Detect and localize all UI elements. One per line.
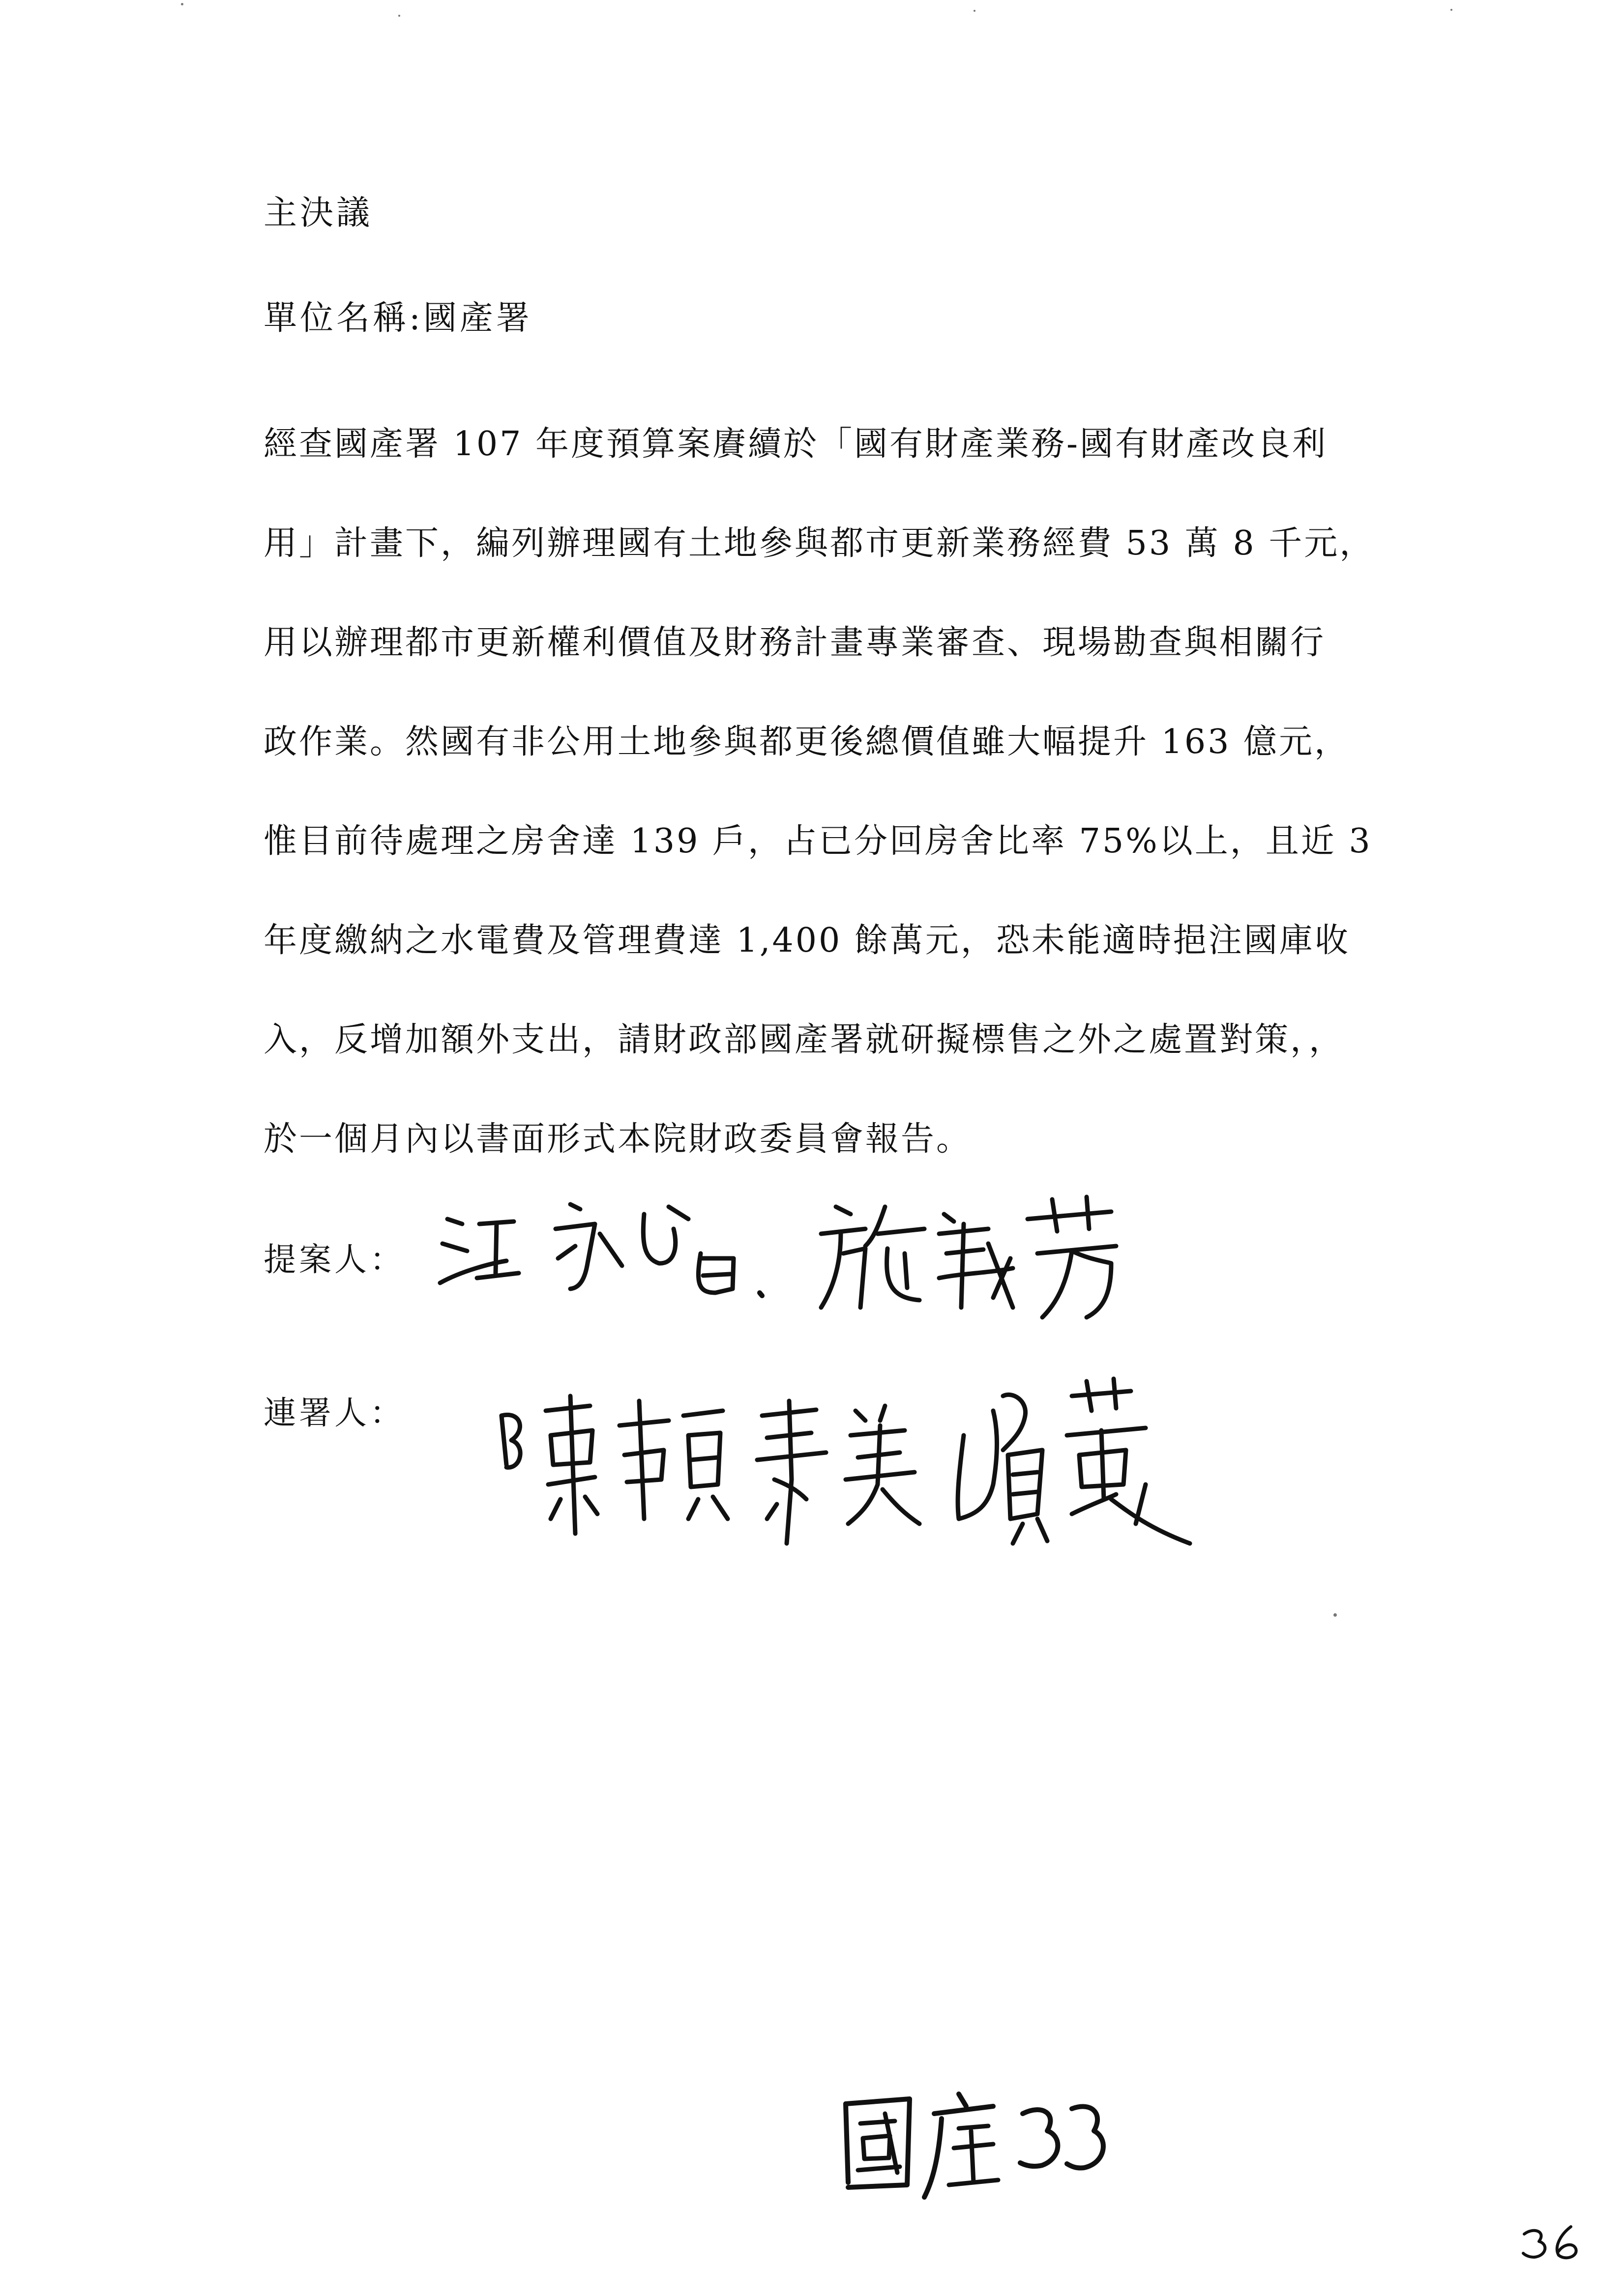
scan-speck	[974, 10, 975, 12]
body-line: 經查國產署 107 年度預算案賡續於「國有財產業務-國有財產改良利	[264, 425, 1328, 464]
scan-speck	[398, 15, 400, 17]
cosigner-label: 連署人：	[264, 1394, 405, 1432]
body-line: 惟目前待處理之房舍達 139 戶，占已分回房舍比率 75%以上，且近 3	[264, 822, 1372, 861]
proposer-label: 提案人：	[264, 1241, 405, 1279]
document-title: 主決議	[264, 194, 373, 233]
body-line: 用」計畫下，編列辦理國有土地參與都市更新業務經費 53 萬 8 千元，	[264, 524, 1375, 563]
body-line: 用以辦理都市更新權利價值及財務計畫專業審查、現場勘查與相關行	[264, 623, 1326, 662]
handwritten-stamp-mark	[836, 2084, 1111, 2207]
body-line: 入，反增加額外支出，請財政部國產署就研擬標售之外之處置對策，，	[264, 1020, 1345, 1059]
unit-name-line: 單位名稱:國產署	[264, 299, 532, 338]
body-line: 於一個月內以書面形式本院財政委員會報告。	[264, 1120, 972, 1159]
cosigner-signatures	[492, 1357, 1239, 1573]
scan-speck	[1450, 9, 1452, 11]
body-line: 年度繳納之水電費及管理費達 1,400 餘萬元，恐未能適時挹注國庫收	[264, 921, 1350, 960]
scan-speck	[1333, 1613, 1337, 1617]
handwritten-page-number	[1519, 2222, 1593, 2266]
scan-speck	[181, 3, 183, 5]
proposer-signatures	[433, 1160, 1219, 1337]
body-line: 政作業。然國有非公用土地參與都更後總價值雖大幅提升 163 億元，	[264, 723, 1350, 761]
resolution-body	[264, 425, 1404, 1219]
